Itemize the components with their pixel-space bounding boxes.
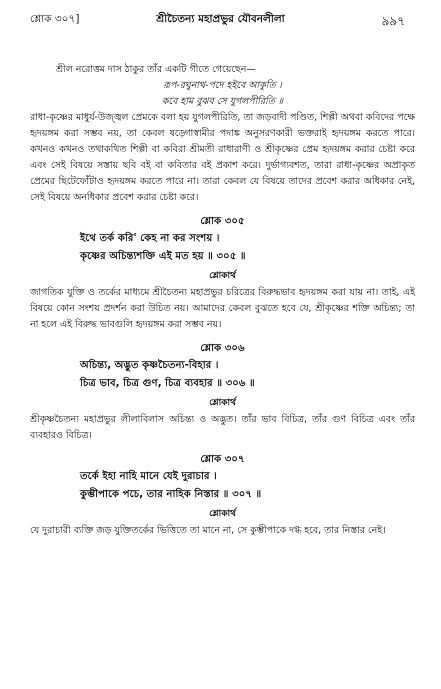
verse-heading-305: শ্লোক ৩০৫ <box>200 216 245 227</box>
header-verse-ref: শ্লোক ৩০৭] <box>30 13 80 25</box>
verse-heading-307: শ্লোক ৩০৭ <box>200 454 245 465</box>
verse-307-line-1: তর্কে ইহা নাহি মানে যেই দুরাচার । <box>80 471 217 482</box>
page-body <box>30 62 415 539</box>
intro-line: শ্রীল নরোত্তম দাস ঠাকুর তাঁর একটি গীতে গেয়েছেন— <box>56 64 256 75</box>
translation-heading-307: শ্লোকার্থ <box>209 509 236 519</box>
translation-307: যে দুরাচারী ব্যক্তি জড় যুক্তিতর্কের ভিত্তিতে তা মানে না, সে কুম্ভীপাকে দগ্ধ হবে, তার নিস্তার নেই। <box>30 525 386 536</box>
running-header <box>0 10 441 28</box>
song-quote-line-2: কবে হাম বুঝব সে যুগলপীরিতি ॥ <box>161 96 284 107</box>
translation-heading-306: শ্লোকার্থ <box>209 398 236 408</box>
verse-306-line-2: চিত্র ভাব, চিত্র গুণ, চিত্র ব্যবহার ॥ ৩০৬ ॥ <box>80 378 255 389</box>
translation-306: শ্রীকৃষ্ণচৈতন্য মহাপ্রভুর লীলাবিলাস অচিন্ত্য ও অদ্ভুত। তাঁর ভাব বিচিত্র, তাঁর গুণ বিচিত্র এবং তাঁর ব্যবহারও বিচিত্র। <box>30 414 415 441</box>
purport-paragraph: রাধা-কৃষ্ণের মাধুর্য-উজ্জ্বল প্রেমকে বলা হয় যুগলপীরিতি, তা জড়বাদী পণ্ডিত, শিল্পী অথবা কবিদের পক্ষে হৃদয়ঙ্গম করা সম্ভব নয়, তা কেবল ষড়্গোস্বামীর পদাঙ্ক অনুসরণকারী ভক্তরাই হৃদয়ঙ্গম করতে পারে। কখনও কখনও তথাকথিত শিল্পী বা কবিরা শ্রীমতী রাধারাণী ও শ্রীকৃষ্ণের প্রেম হৃদয়ঙ্গম করার চেষ্টা করে এবং সেই বিষয়ে সস্তায় ছবি বই বা কবিতার বই প্রকাশ করে। দুর্ভাগ্যবশত, তারা রাধা-কৃষ্ণের অপ্রাকৃত প্রেমের ছিটেফোঁটাও হৃদয়ঙ্গম করতে পারে না। তারা কেবল যে বিষয়ে তাদের প্রবেশ করার অধিকার নেই, সেই বিষয়ে অনধিকার প্রবেশ করার চেষ্টা করে। <box>30 112 415 203</box>
verse-306-line-1: অচিন্ত্য, অদ্ভুত কৃষ্ণচৈতন্য-বিহার । <box>80 360 219 371</box>
song-quote-line-1: রূপ-রঘুনাথ-পদে হইবে আকুতি । <box>163 80 282 91</box>
verse-307-line-2: কুম্ভীপাকে পচে, তার নাহিক নিস্তার ॥ ৩০৭ ॥ <box>80 489 262 500</box>
page-number: ৯৯৭ <box>381 14 405 28</box>
header-title: শ্রীচৈতন্য মহাপ্রভুর যৌবনলীলা <box>156 13 285 25</box>
translation-305: জাগতিক যুক্তি ও তর্কের মাধ্যমে শ্রীচৈতন্য মহাপ্রভুর চরিত্রের বিরুদ্ধভাব হৃদয়ঙ্গম করা যায় না। তাই, এই বিষয়ে কোন সংশয় প্রদর্শন করা উচিত নয়। আমাদের কেবল বুঝতে হবে যে, শ্রীকৃষ্ণের শক্তি অচিন্ত্য; তা না হলে এই বিরুদ্ধ ভাবগুলি হৃদয়ঙ্গম করা সম্ভব নয়। <box>30 287 415 330</box>
verse-305-line-2: কৃষ্ণের অচিন্ত্যশক্তি এই মত হয় ॥ ৩০৫ ॥ <box>80 251 246 262</box>
translation-heading-305: শ্লোকার্থ <box>209 271 236 281</box>
verse-305-line-1: ইথে তর্ক করি' কেহ না কর সংশয় । <box>80 233 220 244</box>
verse-heading-306: শ্লোক ৩০৬ <box>200 343 245 354</box>
